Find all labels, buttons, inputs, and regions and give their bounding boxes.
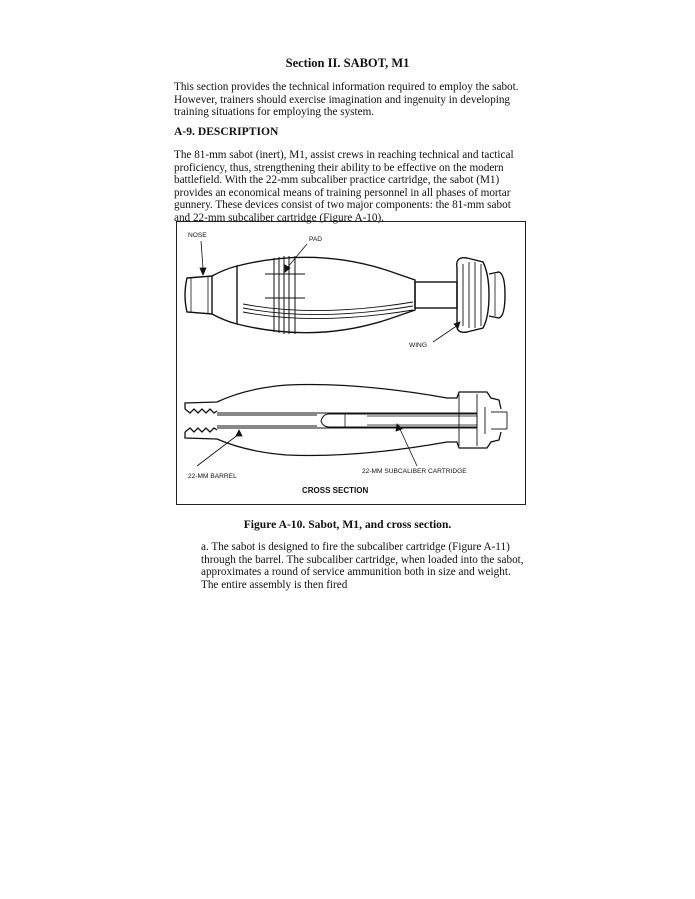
sabot-cross-section-drawing — [185, 385, 507, 456]
cartridge-label: 22-MM SUBCALIBER CARTRIDGE — [362, 468, 467, 475]
pad-label: PAD — [309, 236, 323, 243]
figure-sabot — [176, 221, 526, 505]
section-title: Section II. SABOT, M1 — [285, 56, 410, 70]
barrel-label: 22-MM BARREL — [188, 473, 237, 480]
cross-section-label: CROSS SECTION — [302, 486, 369, 495]
description-heading: A-9. DESCRIPTION — [174, 125, 279, 138]
wing-label: WING — [409, 342, 427, 349]
sabot-illustration — [177, 222, 527, 506]
description-paragraph: The 81-mm sabot (inert), M1, assist crews in reaching technical and tactical proficiency, thus, strengthening their ability to be effective on the modern battlefield. With the 22-mm subcaliber practice cartridge, the sabot (M1) provides an economical means of training personnel in all phases of mortar gunnery. These devices consist of two major components: the 81-mm sabot and 22-mm subcaliber cartridge (Figure A-10). — [174, 149, 514, 224]
intro-paragraph: This section provides the technical information required to employ the sabot. However, trainers should exercise imagination and ingenuity in developing training situations for employing the system. — [174, 81, 519, 119]
figure-caption: Figure A-10. Sabot, M1, and cross section. — [243, 518, 452, 531]
paragraph-a: a. The sabot is designed to fire the subcaliber cartridge (Figure A-11) through the barrel. The subcaliber cartridge, when loaded into the sabot, approximates a round of service ammunition both in size and weight. The entire assembly is then fired — [201, 541, 524, 591]
sabot-exterior-drawing — [185, 256, 505, 334]
nose-label: NOSE — [188, 232, 207, 239]
